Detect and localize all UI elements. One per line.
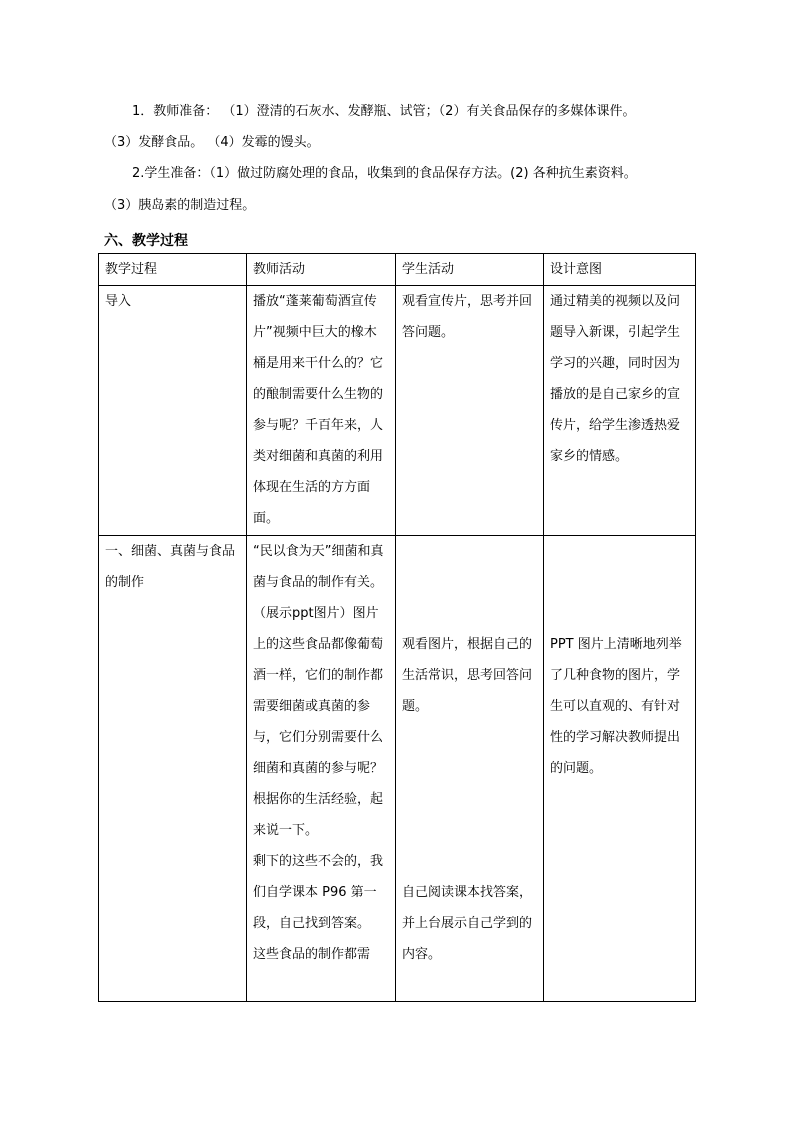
student-preparation-line2: （3）胰岛素的制造过程。 <box>104 198 256 213</box>
student-paragraph-2: 自己阅读课本找答案，并上台展示自己学到的内容。 <box>402 885 533 962</box>
teacher-paragraph-4: 这些食品的制作都需 <box>253 947 371 962</box>
teacher-paragraph-3: 剩下的这些不会的，我们自学课本 P96 第一段，自己找到答案。 <box>253 854 384 931</box>
row-intro-intent: 通过精美的视频以及问题导入新课，引起学生学习的兴趣，同时因为播放的是自己家乡的宣传片，给学生渗透热爱家乡的情感。 <box>544 286 696 536</box>
header-student-activity: 学生活动 <box>396 254 544 286</box>
intent-paragraph: PPT 图片上清晰地列举了几种食物的图片，学生可以直观的、有针对性的学习解决教师提出的问题。 <box>550 637 682 776</box>
row-production-stage: 一、细菌、真菌与食品的制作 <box>99 536 247 1002</box>
table-row <box>99 536 696 1002</box>
table-row <box>99 286 696 536</box>
row-intro-student: 观看宣传片，思考并回答问题。 <box>396 286 544 536</box>
row-production-student <box>396 536 544 1002</box>
row-intro-stage: 导入 <box>99 286 247 536</box>
teaching-process-table <box>98 253 696 1002</box>
teacher-paragraph-2: （展示ppt图片）图片上的这些食品都像葡萄酒一样，它们的制作都需要细菌或真菌的参与，它们分别需要什么细菌和真菌的参与呢？根据你的生活经验，起来说一下。 <box>253 606 384 838</box>
teacher-preparation-line2: （3）发酵食品。 （4）发霉的馒头。 <box>104 135 320 150</box>
row-production-teacher <box>247 536 396 1002</box>
row-production-intent <box>544 536 696 1002</box>
student-preparation-line1: 2.学生准备：（1）做过防腐处理的食品，收集到的食品保存方法。(2) 各种抗生素资料。 <box>132 166 637 181</box>
student-paragraph-1: 观看图片，根据自己的生活常识，思考回答问题。 <box>402 637 533 714</box>
row-intro-teacher: 播放“蓬莱葡萄酒宣传片”视频中巨大的橡木桶是用来干什么的？它的酿制需要什么生物的参与呢？千百年来，人类对细菌和真菌的利用体现在生活的方方面面。 <box>247 286 396 536</box>
header-stage: 教学过程 <box>99 254 247 286</box>
teacher-preparation-line1: 1．教师准备： （1）澄清的石灰水、发酵瓶、试管；（2）有关食品保存的多媒体课件。 <box>132 104 636 119</box>
header-design-intent: 设计意图 <box>544 254 696 286</box>
header-teacher-activity: 教师活动 <box>247 254 396 286</box>
teacher-paragraph-1: “民以食为天”细菌和真菌与食品的制作有关。 <box>253 544 384 590</box>
section-heading: 六、教学过程 <box>104 233 188 249</box>
table-header-row <box>99 254 696 286</box>
